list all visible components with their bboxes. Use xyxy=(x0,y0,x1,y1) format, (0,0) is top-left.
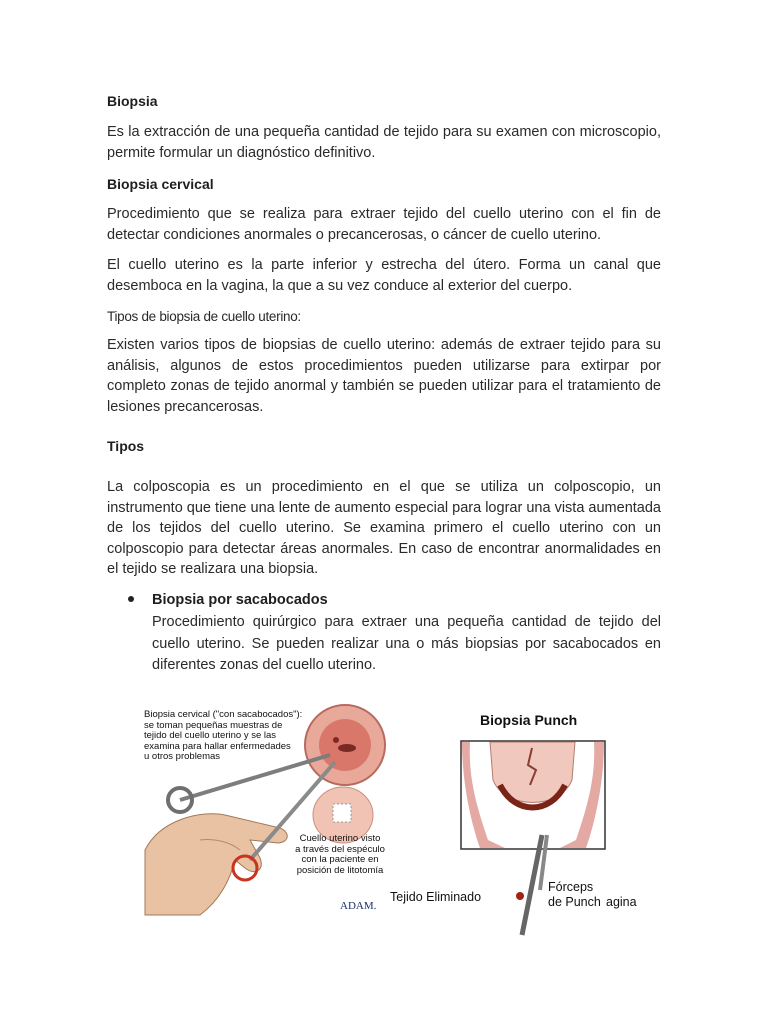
adam-logo: ADAM. xyxy=(340,900,377,912)
paragraph-definition: Es la extracción de una pequeña cantidad de tejido para su examen con microscopio, permite formular un diagnóstico definitivo. xyxy=(107,124,661,161)
inset-caption: Cuello uterino visto a través del espéculo con la paciente en posición de litotomía xyxy=(295,833,385,876)
paragraph-tipos-biopsias: Existen varios tipos de biopsias de cuello uterino: además de extraer tejido para su análisis, algunos de estos procedimientos pueden utilizarse para extirpar por completo zonas de tejido anormal y también se pueden utilizar para el tratamiento de lesiones precancerosas. xyxy=(107,337,661,415)
heading-tipos: Tipos xyxy=(107,438,145,454)
figure-caption: Biopsia cervical ("con sacabocados"): se toman pequeñas muestras de tejido del cuello uterino y se las examina para hallar enfermedades u otros problemas xyxy=(144,709,303,762)
bullet-title: Biopsia por sacabocados xyxy=(152,592,328,608)
bullet-dot xyxy=(128,596,134,602)
paragraph-colposcopia: La colposcopia es un procedimiento en el que se utiliza un colposcopio, un instrumento que tiene una lente de aumento especial para lograr una vista aumentada de los tejidos del cuello uterino. Se examina primero el cuello uterino con un colposcopio para detectar áreas anormales. En caso de encontrar anormalidades en el tejido se realizara una biopsia. xyxy=(107,479,661,577)
label-vagina: agina xyxy=(606,895,637,909)
label-de-punch: de Punch xyxy=(548,895,601,909)
paragraph-cuello-uterino: El cuello uterino es la parte inferior y estrecha del útero. Forma un canal que desemboca en la vagina, la que a su vez conduce al exterior del cuerpo. xyxy=(107,257,661,294)
heading-biopsia: Biopsia xyxy=(107,93,158,109)
subheading-tipos-biopsia: Tipos de biopsia de cuello uterino: xyxy=(107,309,301,324)
label-forceps: Fórceps xyxy=(548,880,594,894)
heading-biopsia-cervical: Biopsia cervical xyxy=(107,176,214,192)
label-tejido-eliminado: Tejido Eliminado xyxy=(390,890,482,904)
paragraph-cervical: Procedimiento que se realiza para extraer tejido del cuello uterino con el fin de detectar condiciones anormales o precancerosas, o cáncer de cuello uterino. xyxy=(107,206,661,243)
punch-title: Biopsia Punch xyxy=(480,712,578,728)
biopsy-figure xyxy=(140,700,660,920)
bullet-body: Procedimiento quirúrgico para extraer una pequeña cantidad de tejido del cuello uterino. Se pueden realizar una o más biopsias por sacabocados en diferentes zonas del cuello uterino. xyxy=(152,614,661,673)
